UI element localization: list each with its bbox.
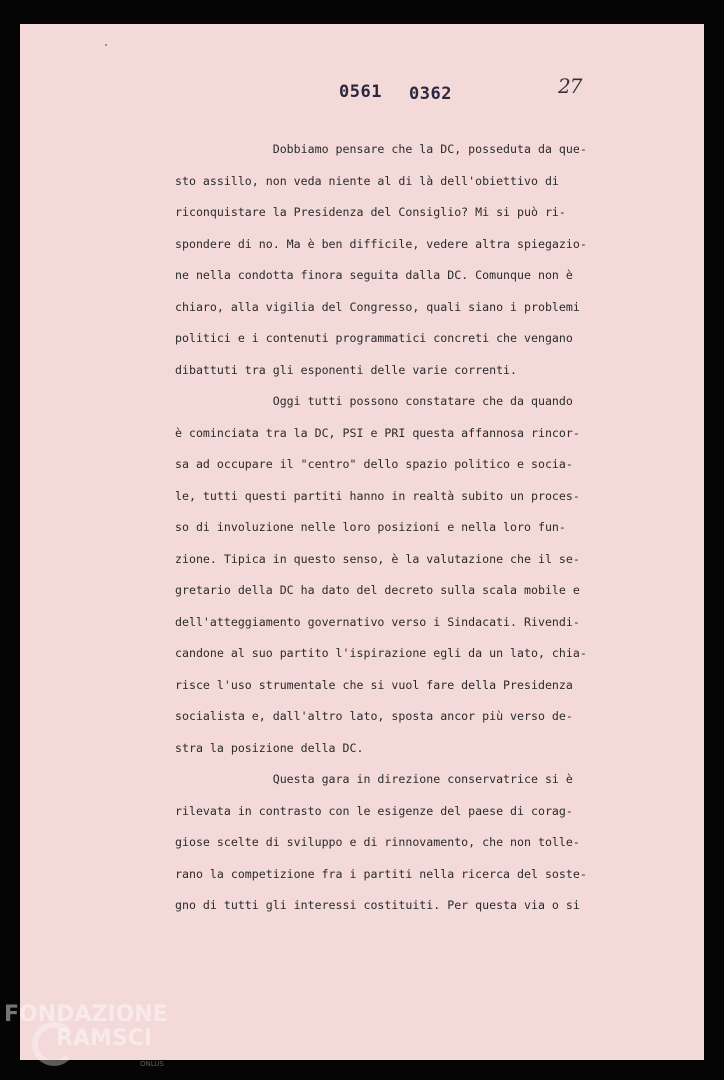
text-line: è cominciata tra la DC, PSI e PRI questa affannosa rincor- (175, 425, 580, 440)
text-line: rano la competizione fra i partiti nella ricerca del soste- (175, 866, 587, 881)
archive-stamp-part2: 0362 (409, 84, 452, 104)
paragraph-3 (175, 764, 590, 922)
text-line: rilevata in contrasto con le esigenze del paese di corag- (175, 803, 573, 818)
text-line: socialista e, dall'altro lato, sposta ancor più verso de- (175, 709, 573, 723)
text-line: sa ad occupare il "centro" dello spazio politico e socia- (175, 457, 573, 471)
handwritten-page-number: 27 (558, 74, 582, 98)
text-line: le, tutti questi partiti hanno in realtà subito un proces- (175, 488, 580, 503)
text-line: Dobbiamo pensare che la DC, posseduta da que- (175, 142, 587, 156)
paper-speck (105, 44, 107, 46)
archive-stamp-part1: 0561 (339, 82, 382, 102)
text-line: zione. Tipica in questo senso, è la valutazione che il se- (175, 551, 580, 566)
text-line: candone al suo partito l'ispirazione egli da un lato, chia- (175, 646, 587, 660)
paragraph-2 (175, 386, 590, 764)
text-line: stra la posizione della DC. (175, 740, 364, 755)
watermark-text-fondazione: FONDAZIONE (4, 1002, 168, 1027)
watermark-text-onlus: ONLUS (140, 1060, 164, 1068)
fondazione-gramsci-watermark (4, 1000, 184, 1076)
text-line: politici e i contenuti programmatici concreti che vengano (175, 331, 573, 345)
text-line: riconquistare la Presidenza del Consiglio? Mi si può ri- (175, 205, 566, 219)
watermark-text-gramsci: RAMSCI (56, 1026, 153, 1051)
text-line: risce l'uso strumentale che si vuol fare della Presidenza (175, 677, 573, 692)
text-line: Oggi tutti possono constatare che da quando (175, 394, 573, 408)
text-line: spondere di no. Ma è ben difficile, vedere altra spiegazio- (175, 236, 587, 251)
text-line: sto assillo, non veda niente al di là dell'obiettivo di (175, 173, 559, 188)
text-line: giose scelte di sviluppo e di rinnovamento, che non tolle- (175, 835, 580, 849)
text-line: gno di tutti gli interessi costituiti. Per questa via o si (175, 898, 580, 912)
text-line: dell'atteggiamento governativo verso i Sindacati. Rivendi- (175, 614, 580, 629)
text-line: so di involuzione nelle loro posizioni e nella loro fun- (175, 520, 566, 534)
text-line: dibattuti tra gli esponenti delle varie correnti. (175, 362, 518, 377)
text-line: gretario della DC ha dato del decreto sulla scala mobile e (175, 583, 580, 597)
typed-body-text (175, 134, 590, 922)
text-line: Questa gara in direzione conservatrice si è (175, 772, 573, 786)
paragraph-1 (175, 134, 590, 386)
text-line: chiaro, alla vigilia del Congresso, quali siano i problemi (175, 299, 580, 314)
text-line: ne nella condotta finora seguita dalla DC. Comunque non è (175, 268, 573, 282)
